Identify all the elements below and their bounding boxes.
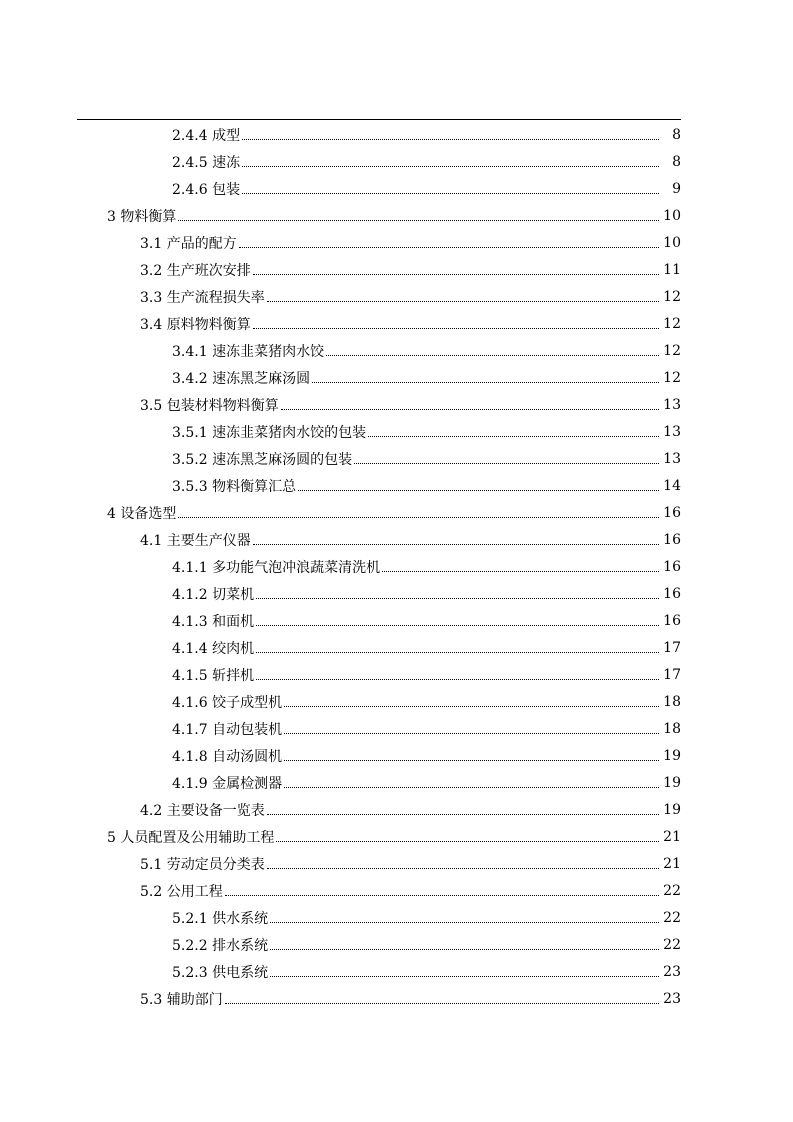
toc-dot-leader bbox=[267, 868, 659, 869]
toc-entry[interactable] bbox=[0, 256, 793, 283]
toc-entry[interactable] bbox=[0, 553, 793, 580]
toc-dot-leader bbox=[284, 787, 659, 788]
toc-entry[interactable] bbox=[0, 202, 793, 229]
toc-entry-page-number: 12 bbox=[663, 315, 681, 332]
toc-entry[interactable] bbox=[0, 742, 793, 769]
toc-dot-leader bbox=[256, 679, 659, 680]
toc-entry[interactable] bbox=[0, 580, 793, 607]
toc-entry-page-number: 23 bbox=[663, 990, 681, 1007]
toc-dot-leader bbox=[242, 193, 659, 194]
toc-dot-leader bbox=[281, 409, 659, 410]
toc-entry-title: 5.2.2 排水系统 bbox=[172, 937, 269, 954]
toc-entry-title: 4.1.3 和面机 bbox=[172, 613, 255, 630]
toc-dot-leader bbox=[239, 247, 659, 248]
toc-entry-page-number: 10 bbox=[663, 207, 681, 224]
toc-dot-leader bbox=[284, 733, 659, 734]
toc-entry-title: 5.2.3 供电系统 bbox=[172, 964, 269, 981]
toc-entry-title: 3.4 原料物料衡算 bbox=[140, 316, 251, 333]
toc-dot-leader bbox=[298, 490, 659, 491]
toc-entry[interactable] bbox=[0, 391, 793, 418]
toc-dot-leader bbox=[267, 814, 659, 815]
toc-dot-leader bbox=[256, 598, 659, 599]
toc-entry[interactable] bbox=[0, 823, 793, 850]
toc-entry-page-number: 9 bbox=[672, 180, 681, 197]
toc-entry-title: 2.4.6 包装 bbox=[172, 181, 241, 198]
toc-entry-page-number: 12 bbox=[663, 288, 681, 305]
toc-entry[interactable] bbox=[0, 850, 793, 877]
toc-entry[interactable] bbox=[0, 958, 793, 985]
toc-entry-title: 4.1.1 多功能气泡冲浪蔬菜清洗机 bbox=[172, 559, 381, 576]
toc-dot-leader bbox=[326, 355, 659, 356]
toc-entry-page-number: 18 bbox=[663, 720, 681, 737]
toc-entry-page-number: 22 bbox=[663, 936, 681, 953]
toc-entry-title: 3.2 生产班次安排 bbox=[140, 262, 251, 279]
toc-entry-title: 3.4.2 速冻黑芝麻汤圆 bbox=[172, 370, 311, 387]
toc-dot-leader bbox=[368, 436, 659, 437]
toc-entry[interactable] bbox=[0, 337, 793, 364]
toc-entry-title: 2.4.4 成型 bbox=[172, 127, 241, 144]
toc-entry-page-number: 16 bbox=[663, 585, 681, 602]
toc-dot-leader bbox=[382, 571, 659, 572]
toc-entry-page-number: 16 bbox=[663, 558, 681, 575]
toc-dot-leader bbox=[312, 382, 659, 383]
toc-entry-title: 4.1.7 自动包装机 bbox=[172, 721, 283, 738]
toc-entry[interactable] bbox=[0, 283, 793, 310]
toc-entry-page-number: 21 bbox=[663, 828, 681, 845]
toc-entry-title: 4.1.8 自动汤圆机 bbox=[172, 748, 283, 765]
toc-entry-title: 5.3 辅助部门 bbox=[140, 991, 223, 1008]
toc-entry-page-number: 19 bbox=[663, 801, 681, 818]
toc-entry-page-number: 16 bbox=[663, 504, 681, 521]
toc-entry[interactable] bbox=[0, 526, 793, 553]
toc-entry[interactable] bbox=[0, 310, 793, 337]
toc-entry-title: 3.4.1 速冻韭菜猪肉水饺 bbox=[172, 343, 325, 360]
toc-entry[interactable] bbox=[0, 769, 793, 796]
toc-entry-page-number: 13 bbox=[663, 450, 681, 467]
toc-entry-page-number: 19 bbox=[663, 747, 681, 764]
toc-entry-page-number: 14 bbox=[663, 477, 681, 494]
toc-entry-page-number: 17 bbox=[663, 639, 681, 656]
toc-entry-page-number: 22 bbox=[663, 882, 681, 899]
toc-dot-leader bbox=[270, 922, 659, 923]
toc-entry-title: 4.2 主要设备一览表 bbox=[140, 802, 265, 819]
toc-entry-page-number: 23 bbox=[663, 963, 681, 980]
toc-entry-title: 3.5.3 物料衡算汇总 bbox=[172, 478, 297, 495]
toc-dot-leader bbox=[225, 1003, 659, 1004]
toc-entry-title: 4.1 主要生产仪器 bbox=[140, 532, 251, 549]
toc-entry-title: 4.1.2 切菜机 bbox=[172, 586, 255, 603]
toc-dot-leader bbox=[253, 544, 659, 545]
toc-entry-page-number: 22 bbox=[663, 909, 681, 926]
toc-dot-leader bbox=[276, 841, 659, 842]
toc-entry[interactable] bbox=[0, 364, 793, 391]
toc-dot-leader bbox=[256, 652, 659, 653]
toc-entry-title: 5.2 公用工程 bbox=[140, 883, 223, 900]
toc-entry-page-number: 18 bbox=[663, 693, 681, 710]
toc-dot-leader bbox=[225, 895, 659, 896]
toc-dot-leader bbox=[253, 328, 659, 329]
toc-entry-page-number: 17 bbox=[663, 666, 681, 683]
table-of-contents bbox=[0, 121, 793, 1012]
toc-entry[interactable] bbox=[0, 634, 793, 661]
toc-entry-page-number: 16 bbox=[663, 612, 681, 629]
toc-entry-page-number: 12 bbox=[663, 369, 681, 386]
toc-entry-page-number: 13 bbox=[663, 423, 681, 440]
toc-entry-page-number: 19 bbox=[663, 774, 681, 791]
toc-dot-leader bbox=[256, 625, 659, 626]
toc-entry-title: 3.1 产品的配方 bbox=[140, 235, 237, 252]
toc-entry-page-number: 16 bbox=[663, 531, 681, 548]
toc-entry[interactable] bbox=[0, 904, 793, 931]
toc-entry[interactable] bbox=[0, 121, 793, 148]
toc-entry[interactable] bbox=[0, 877, 793, 904]
toc-entry-title: 5.1 劳动定员分类表 bbox=[140, 856, 265, 873]
toc-dot-leader bbox=[284, 706, 659, 707]
toc-dot-leader bbox=[178, 517, 659, 518]
toc-dot-leader bbox=[270, 949, 659, 950]
toc-entry-title: 3.5 包装材料物料衡算 bbox=[140, 397, 279, 414]
toc-entry-page-number: 11 bbox=[663, 261, 681, 278]
toc-entry[interactable] bbox=[0, 985, 793, 1012]
toc-entry[interactable] bbox=[0, 418, 793, 445]
toc-entry-page-number: 13 bbox=[663, 396, 681, 413]
toc-dot-leader bbox=[284, 760, 659, 761]
toc-dot-leader bbox=[242, 166, 659, 167]
toc-dot-leader bbox=[242, 139, 659, 140]
toc-entry-title: 4.1.9 金属检测器 bbox=[172, 775, 283, 792]
toc-entry-title: 4 设备选型 bbox=[107, 505, 177, 522]
toc-dot-leader bbox=[178, 220, 659, 221]
toc-entry-page-number: 21 bbox=[663, 855, 681, 872]
header-rule bbox=[77, 119, 681, 120]
toc-entry[interactable] bbox=[0, 229, 793, 256]
toc-entry-title: 2.4.5 速冻 bbox=[172, 154, 241, 171]
toc-entry-page-number: 8 bbox=[672, 153, 681, 170]
toc-entry-title: 3.5.1 速冻韭菜猪肉水饺的包装 bbox=[172, 424, 367, 441]
toc-entry-title: 5.2.1 供水系统 bbox=[172, 910, 269, 927]
toc-entry[interactable] bbox=[0, 688, 793, 715]
toc-entry[interactable] bbox=[0, 931, 793, 958]
toc-dot-leader bbox=[253, 274, 659, 275]
toc-entry[interactable] bbox=[0, 796, 793, 823]
toc-entry[interactable] bbox=[0, 445, 793, 472]
toc-entry-page-number: 12 bbox=[663, 342, 681, 359]
toc-dot-leader bbox=[270, 976, 659, 977]
toc-entry[interactable] bbox=[0, 715, 793, 742]
toc-entry-title: 4.1.4 绞肉机 bbox=[172, 640, 255, 657]
toc-dot-leader bbox=[267, 301, 659, 302]
toc-entry-title: 4.1.6 饺子成型机 bbox=[172, 694, 283, 711]
toc-entry[interactable] bbox=[0, 472, 793, 499]
toc-entry-title: 5 人员配置及公用辅助工程 bbox=[107, 829, 275, 846]
toc-entry[interactable] bbox=[0, 175, 793, 202]
toc-entry-page-number: 10 bbox=[663, 234, 681, 251]
toc-dot-leader bbox=[354, 463, 659, 464]
toc-entry-title: 3.3 生产流程损失率 bbox=[140, 289, 265, 306]
toc-entry-title: 3.5.2 速冻黑芝麻汤圆的包装 bbox=[172, 451, 353, 468]
toc-entry-title: 3 物料衡算 bbox=[107, 208, 177, 225]
toc-entry-page-number: 8 bbox=[672, 126, 681, 143]
toc-entry-title: 4.1.5 斩拌机 bbox=[172, 667, 255, 684]
toc-entry[interactable] bbox=[0, 607, 793, 634]
toc-entry[interactable] bbox=[0, 148, 793, 175]
toc-entry[interactable] bbox=[0, 499, 793, 526]
toc-entry[interactable] bbox=[0, 661, 793, 688]
